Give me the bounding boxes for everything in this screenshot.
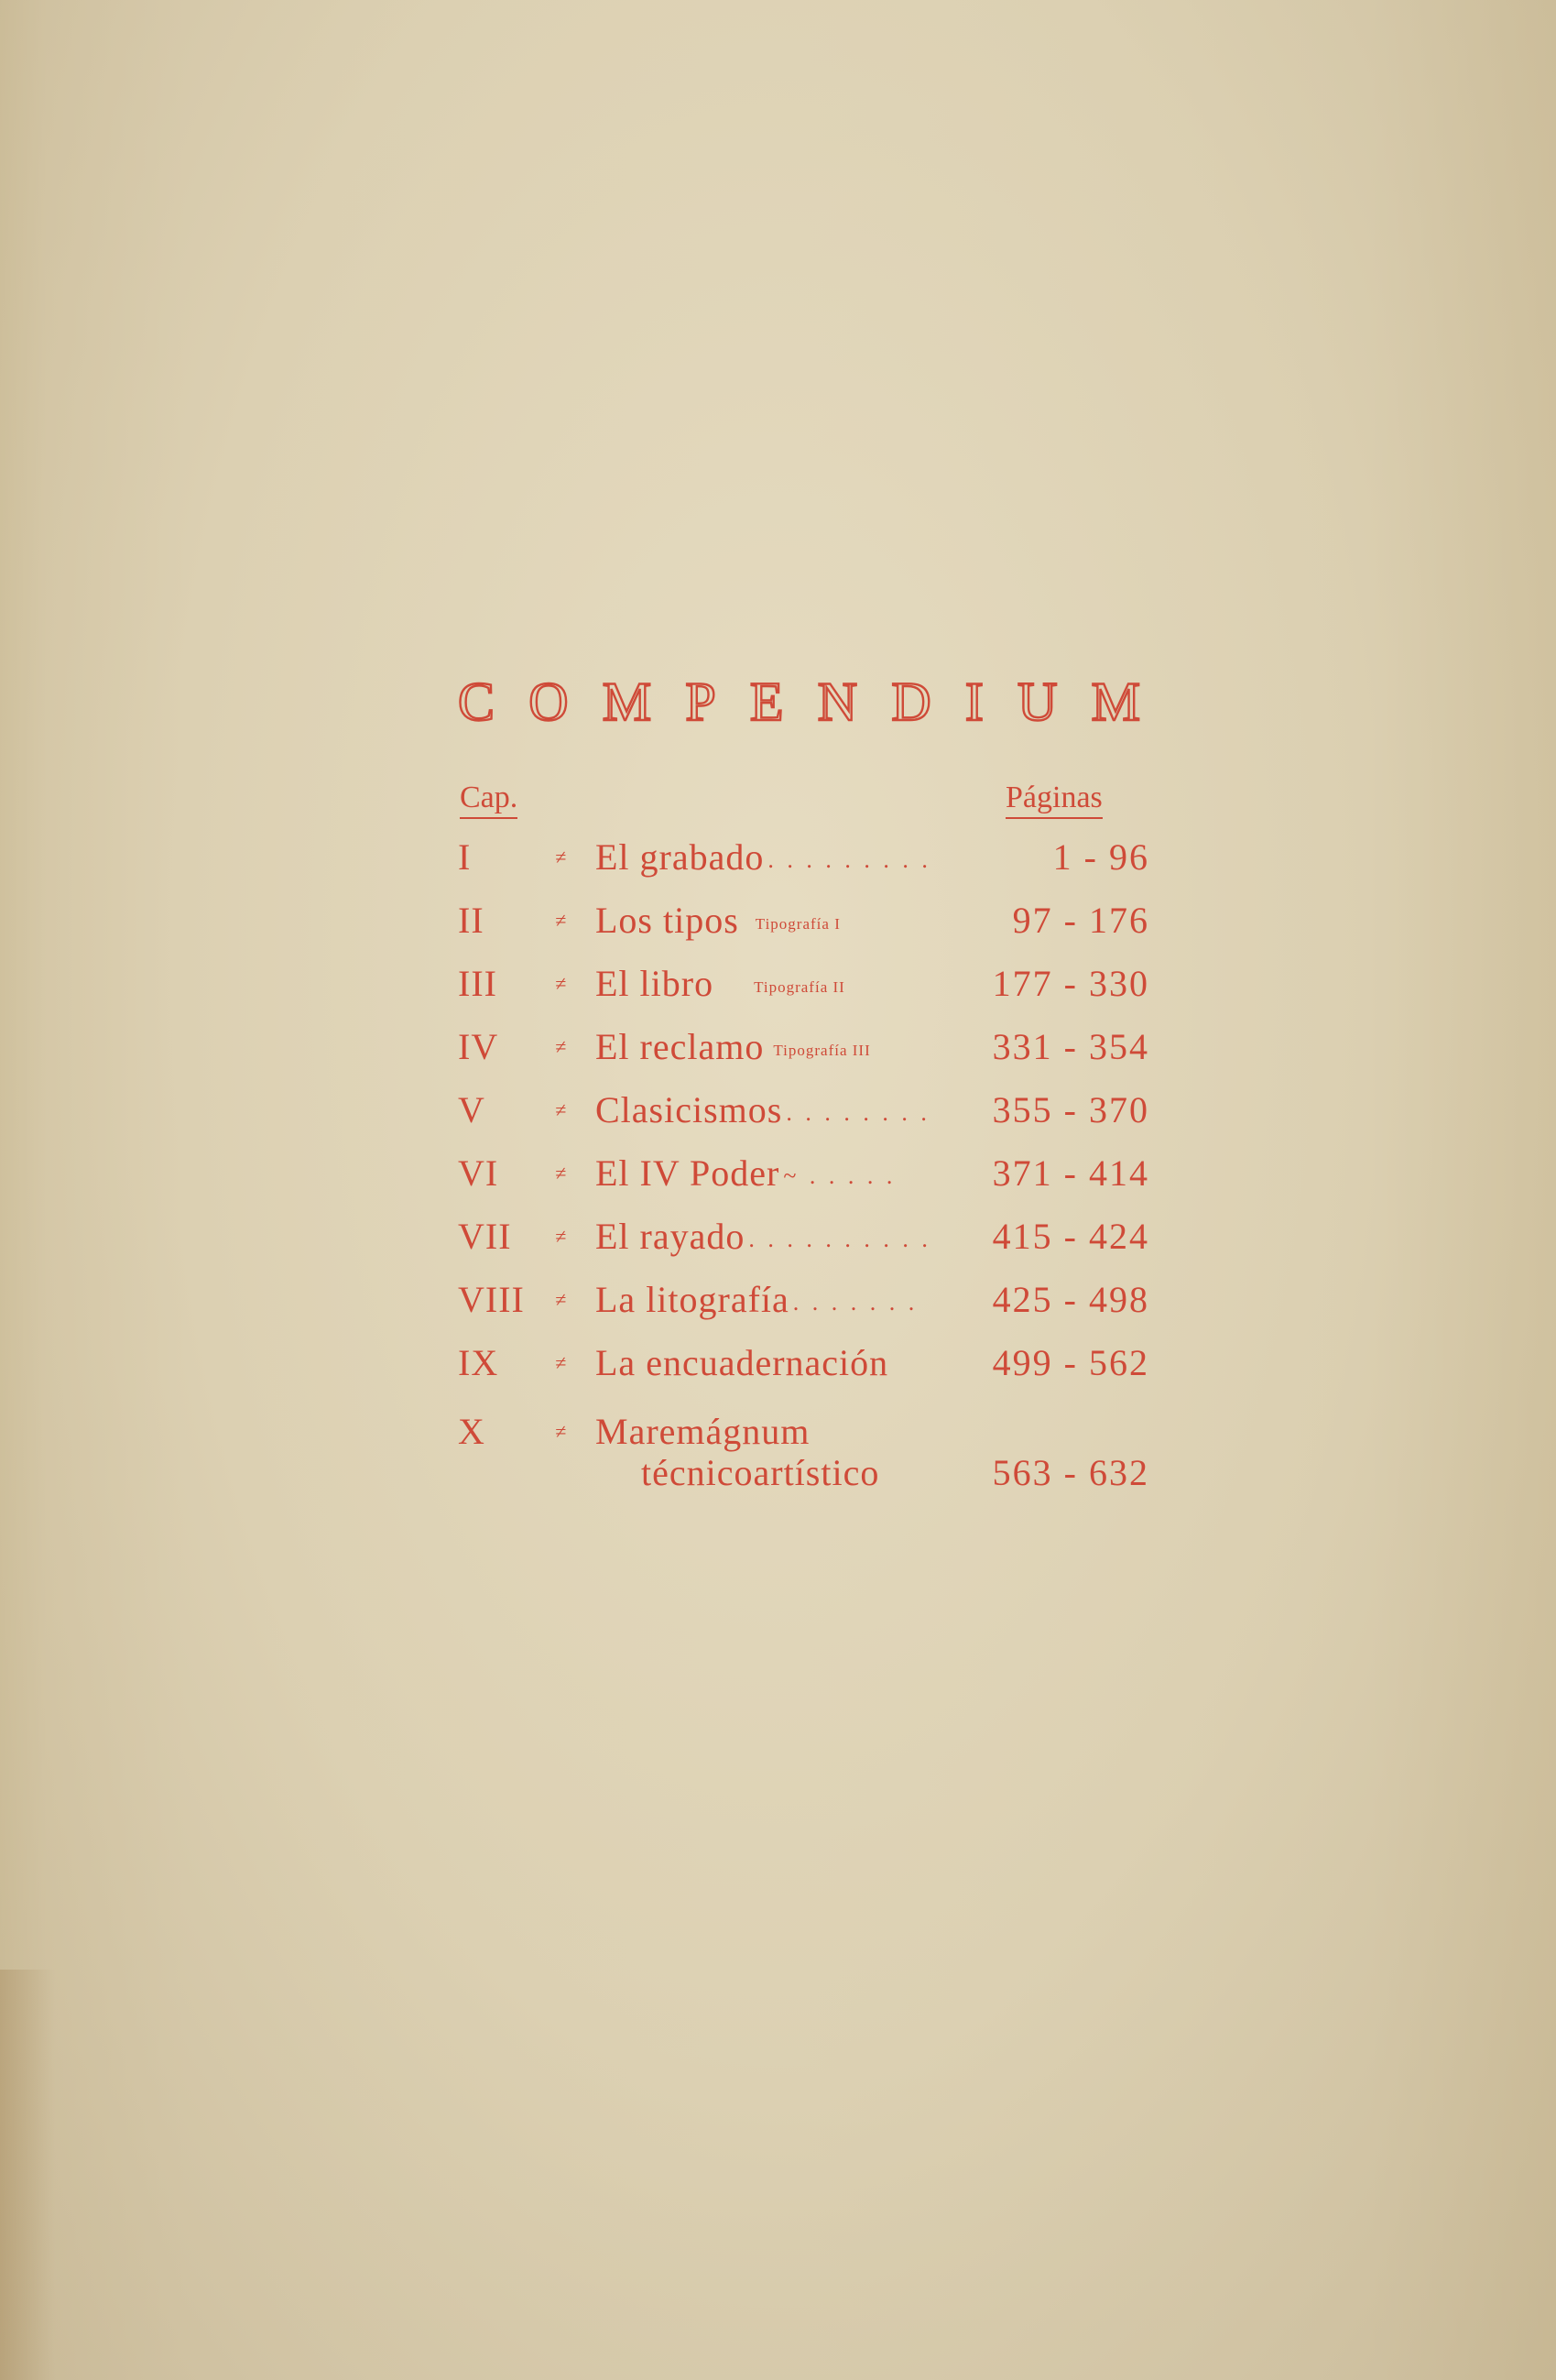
title-letter: P [685,671,716,732]
chapter-title-text: Maremágnum [595,1411,811,1452]
chapter-title [595,1211,931,1265]
chapter-title-text: El rayado [595,1216,745,1257]
toc-row [458,1148,1149,1199]
toc-row [458,1274,1149,1326]
page-range: 331 - 354 [992,1026,1149,1067]
toc-row [458,1021,1149,1073]
separator-mark: ≠ [555,1288,567,1311]
title-letter: D [891,671,931,732]
chapter-column-header: Cap. [460,781,517,819]
title-letter: U [1017,671,1058,732]
chapter-number: I [458,836,472,878]
chapter-number: VII [458,1216,512,1257]
chapter-number: VI [458,1152,499,1194]
page-edge-stain [0,1970,55,2380]
page-range: 1 - 96 [1052,836,1149,878]
chapter-title [595,958,845,1013]
chapter-subtitle: Tipografía III [773,1042,871,1059]
title-letter: M [1091,671,1140,732]
chapter-title [595,832,931,886]
chapter-title [595,1274,918,1328]
chapter-number: IV [458,1026,499,1067]
chapter-title-text: El libro [595,963,714,1004]
chapter-title-text: El grabado [595,836,765,878]
title-letter: I [964,671,984,732]
title-letter: N [817,671,858,732]
leader-dots: ~ . . . . . [783,1163,897,1189]
chapter-number: III [458,963,497,1004]
compendium-title [458,671,1140,733]
chapter-title [595,1148,896,1202]
chapter-title-text: Los tipos [595,900,739,941]
chapter-title [595,1085,930,1139]
toc-row [458,958,1149,1010]
toc-row [458,1211,1149,1262]
chapter-number: IX [458,1342,499,1383]
separator-mark: ≠ [555,1225,567,1248]
toc-row [458,832,1149,883]
chapter-title [595,1021,871,1076]
page-range: 355 - 370 [992,1089,1149,1130]
chapter-title-text: El reclamo [595,1026,765,1067]
chapter-title-continuation: técnicoartístico [641,1452,880,1493]
chapter-number: VIII [458,1279,525,1320]
chapter-subtitle: Tipografía II [754,978,845,996]
page-range: 415 - 424 [992,1216,1149,1257]
chapter-title-text: La litografía [595,1279,789,1320]
separator-mark: ≠ [555,1035,567,1058]
pages-column-header: Páginas [1006,781,1103,819]
title-letter: E [749,671,784,732]
toc-row-continuation [595,1447,1149,1499]
chapter-title-text: Clasicismos [595,1089,783,1130]
page-range: 563 - 632 [992,1452,1149,1493]
chapter-title-text: El IV Poder [595,1152,780,1194]
page-range: 177 - 330 [992,963,1149,1004]
toc-row [458,1085,1149,1136]
separator-mark: ≠ [555,846,567,868]
separator-mark: ≠ [555,1351,567,1374]
title-letter: O [528,671,569,732]
leader-dots: . . . . . . . . [786,1099,930,1126]
chapter-number: X [458,1411,485,1452]
chapter-title-text: La encuadernación [595,1342,889,1383]
title-letter: C [458,671,495,732]
chapter-title [595,1337,888,1389]
separator-mark: ≠ [555,1098,567,1121]
page-range: 97 - 176 [1012,900,1149,941]
title-letter: M [602,671,652,732]
leader-dots: . . . . . . . . . . [748,1226,931,1252]
separator-mark: ≠ [555,1420,567,1443]
toc-row [458,1337,1149,1389]
toc-row [458,895,1149,946]
chapter-subtitle: Tipografía I [755,915,841,933]
page-range: 499 - 562 [992,1342,1149,1383]
separator-mark: ≠ [555,972,567,995]
chapter-title [595,895,841,950]
page-range: 371 - 414 [992,1152,1149,1194]
separator-mark: ≠ [555,1162,567,1185]
page-range: 425 - 498 [992,1279,1149,1320]
chapter-number: V [458,1089,485,1130]
chapter-number: II [458,900,484,941]
separator-mark: ≠ [555,909,567,932]
leader-dots: . . . . . . . . . [767,846,931,873]
leader-dots: . . . . . . . [792,1289,919,1316]
